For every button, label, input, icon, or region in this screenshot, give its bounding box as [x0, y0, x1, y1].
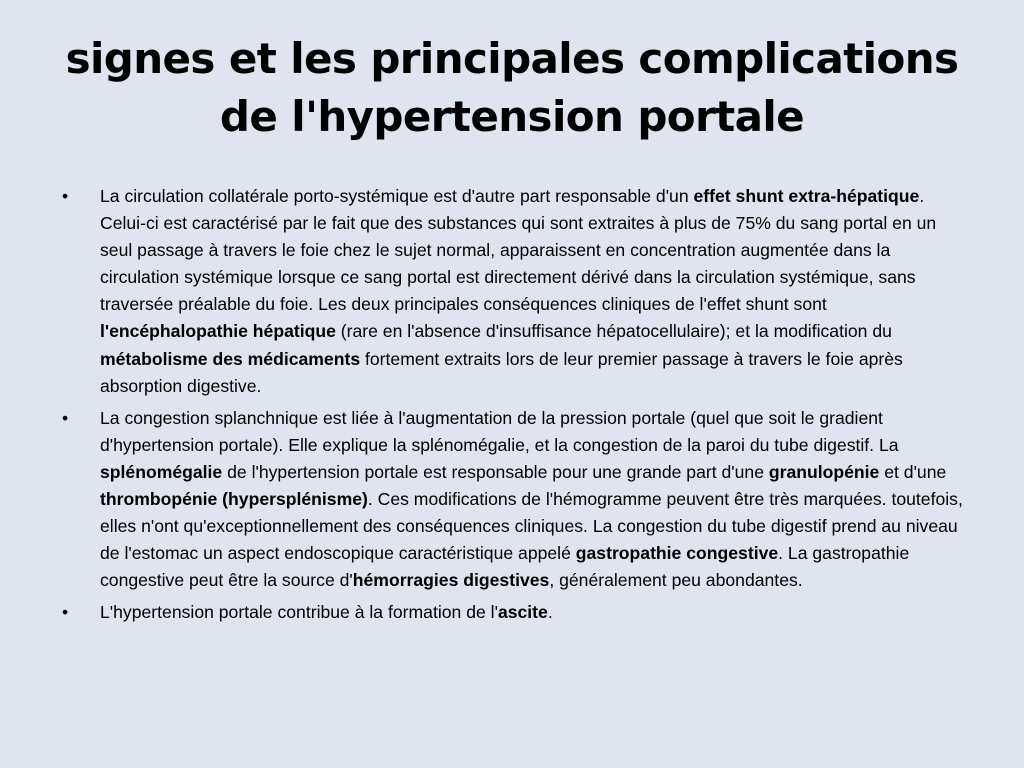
bullet-text-segment: . La gastropathie congestive peut être la source d' — [100, 543, 910, 591]
bullet-text-segment: , généralement peu abondantes. — [549, 570, 803, 591]
bullet-text — [100, 186, 936, 396]
bullet-text-segment: L'hypertension portale contribue à la formation de l' — [100, 602, 498, 623]
slide-title-line-2: de l'hypertension portale — [219, 92, 805, 141]
bullet-emphasis: effet shunt extra-hépatique — [693, 186, 920, 206]
slide-title — [30, 30, 994, 146]
bullet-dot-icon: • — [62, 602, 69, 623]
bullet-dot-icon: • — [62, 186, 69, 206]
bullet-text-segment: La circulation collatérale porto-systémique est d'autre part responsable d'un — [100, 186, 694, 206]
bullet-emphasis: ascite — [497, 602, 548, 623]
bullet-text-segment: (rare en l'absence d'insuffisance hépatocellulaire); et la modification du — [335, 321, 892, 342]
bullet-emphasis: granulopénie — [768, 461, 880, 482]
bullet-text — [100, 602, 553, 622]
bullet-text-segment: . — [547, 602, 553, 623]
bullet-text-segment: de l'hypertension portale est responsable pour une grande part d'une — [222, 461, 769, 482]
bullet-dot-icon: • — [62, 407, 69, 428]
bullet-text-segment: La congestion splanchnique est liée à l'augmentation de la pression portale (quel que soit le gradient d'hypertension portale). Elle explique la splénomégalie, et la congestion de la paroi du tube digestif. La — [100, 407, 899, 455]
bullet-emphasis: thrombopénie (hypersplénisme) — [100, 489, 368, 510]
bullet-text-segment: . Celui-ci est caractérisé par le fait que des substances qui sont extraites à plus de 75% du sang portal en un seul passage à travers le foie chez le sujet normal, apparaissent en concentration augmentée dans la circulation systémique lorsque ce sang portal est directement dérivé dans la circulation systémique, sans traversée préalable du foie. Les deux principales conséquences cliniques de l'effet shunt sont — [100, 186, 937, 315]
bullet-emphasis: splénomégalie — [100, 461, 223, 482]
bullet-list — [62, 183, 972, 632]
bullet-item — [62, 183, 972, 400]
bullet-emphasis: gastropathie congestive — [575, 543, 779, 564]
bullet-text — [100, 408, 963, 591]
bullet-emphasis: hémorragies digestives — [352, 570, 550, 591]
bullet-text-segment: et d'une — [879, 461, 947, 482]
bullet-text-segment: . Ces modifications de l'hémogramme peuvent être très marquées. toutefois, elles n'ont qu'exceptionnellement des conséquences cliniques. La congestion du tube digestif prend au niveau de l'estomac un aspect endoscopique caractéristique appelé — [100, 489, 963, 564]
bullet-item — [62, 599, 972, 626]
slide-title-line-1: signes et les principales complications — [65, 34, 959, 83]
bullet-emphasis: métabolisme des médicaments — [100, 348, 361, 369]
bullet-item — [62, 405, 972, 595]
bullet-emphasis: l'encéphalopathie hépatique — [100, 321, 336, 342]
bullet-text-segment: fortement extraits lors de leur premier passage à travers le foie après absorption digestive. — [100, 348, 903, 396]
